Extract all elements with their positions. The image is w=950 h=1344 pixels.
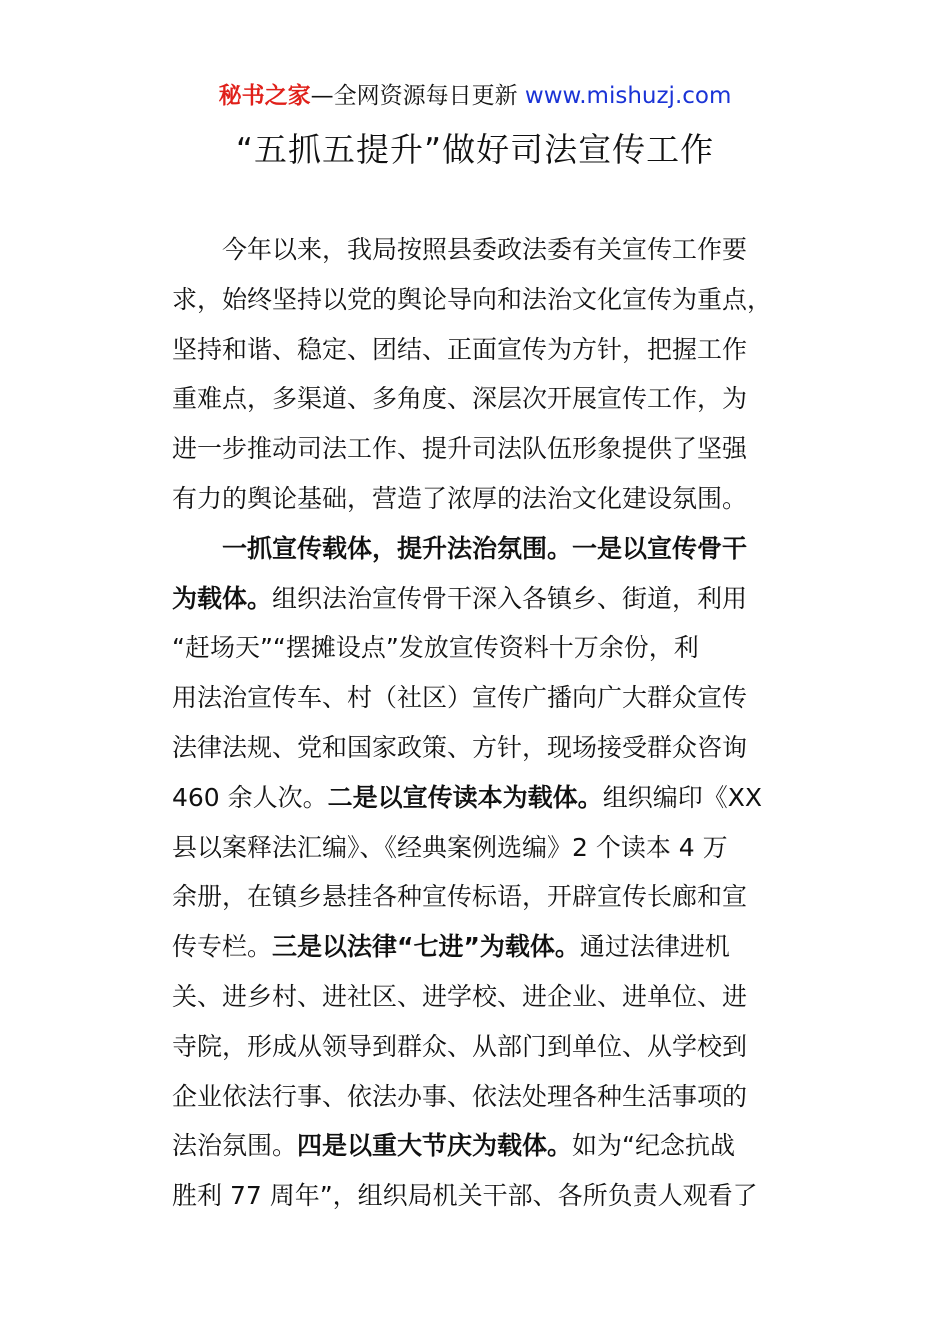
text-line bbox=[172, 424, 747, 474]
text-run: 寺院，形成从领导到群众、从部门到单位、从学校到 bbox=[172, 1031, 748, 1061]
text-run: 法律法规、党和国家政策、方针，现场接受群众咨询 bbox=[172, 733, 748, 762]
site-url-link[interactable]: www.mishuzj.com bbox=[524, 83, 732, 109]
text-run: 坚持和谐、稳定、团结、正面宣传为方针，把握工作 bbox=[172, 334, 748, 364]
text-run: 今年以来，我局按照县委政法委有关宣传工作要 bbox=[172, 235, 748, 264]
text-run: 通过法律进机 bbox=[579, 932, 730, 962]
text-line bbox=[172, 623, 699, 673]
text-line bbox=[172, 275, 772, 325]
bold-text-run: 四是以重大节庆为载体。 bbox=[297, 1131, 573, 1161]
bold-text-run: 二是以宣传读本为载体。 bbox=[327, 782, 603, 812]
site-tagline: —全网资源每日更新 bbox=[310, 83, 518, 109]
text-line bbox=[172, 1022, 747, 1072]
text-line bbox=[172, 823, 728, 873]
text-run: 关、进乡村、进社区、进学校、进企业、进单位、进 bbox=[172, 982, 748, 1011]
text-line bbox=[172, 225, 747, 275]
text-run: 重难点，多渠道、多角度、深层次开展宣传工作，为 bbox=[172, 384, 748, 414]
text-run: 法治氛围。 bbox=[172, 1131, 298, 1161]
text-run: 如为“纪念抗战 bbox=[572, 1131, 735, 1161]
text-line bbox=[172, 1072, 747, 1122]
site-brand: 秘书之家 bbox=[218, 83, 311, 109]
text-run: 有力的舆论基础，营造了浓厚的法治文化建设氛围。 bbox=[172, 484, 748, 513]
text-run: 组织法治宣传骨干深入各镇乡、街道，利用 bbox=[272, 583, 748, 613]
bold-text-run: 为载体。 bbox=[172, 583, 273, 613]
text-run: 企业依法行事、依法办事、依法处理各种生活事项的 bbox=[172, 1081, 748, 1111]
document-title: “五抓五提升”做好司法宣传工作 bbox=[235, 130, 715, 169]
bold-text-run: 一抓宣传载体，提升法治氛围。一是以宣传骨干 bbox=[172, 533, 748, 563]
text-line bbox=[172, 325, 747, 375]
text-run: 460 余人次。 bbox=[172, 782, 328, 812]
text-line bbox=[172, 374, 747, 424]
text-run: 进一步推动司法工作、提升司法队伍形象提供了坚强 bbox=[172, 434, 748, 464]
text-line bbox=[172, 474, 747, 524]
text-run: 组织编印《XX bbox=[602, 782, 762, 812]
text-run: 用法治宣传车、村（社区）宣传广播向广大群众宣传 bbox=[172, 683, 748, 713]
text-run: 县以案释法汇编》、《经典案例选编》2 个读本 4 万 bbox=[172, 832, 728, 862]
text-line bbox=[172, 1171, 758, 1221]
text-line bbox=[172, 723, 747, 773]
text-run: 求，始终坚持以党的舆论导向和法治文化宣传为重点， bbox=[172, 284, 773, 314]
text-line bbox=[172, 574, 747, 624]
text-line bbox=[172, 972, 747, 1022]
text-run: 余册，在镇乡悬挂各种宣传标语，开辟宣传长廊和宣 bbox=[172, 882, 748, 912]
text-line bbox=[172, 673, 747, 723]
text-line bbox=[172, 773, 762, 823]
bold-text-run: 三是以法律“七进”为载体。 bbox=[272, 932, 580, 962]
text-run: “赶场天”“摆摊设点”发放宣传资料十万余份，利 bbox=[172, 633, 699, 663]
text-line bbox=[172, 1121, 735, 1171]
text-line bbox=[172, 872, 747, 922]
site-header bbox=[0, 80, 950, 112]
text-run: 传专栏。 bbox=[172, 932, 273, 962]
text-line bbox=[172, 922, 730, 972]
text-run: 胜利 77 周年”，组织局机关干部、各所负责人观看了 bbox=[172, 1181, 758, 1211]
text-line bbox=[172, 524, 747, 574]
